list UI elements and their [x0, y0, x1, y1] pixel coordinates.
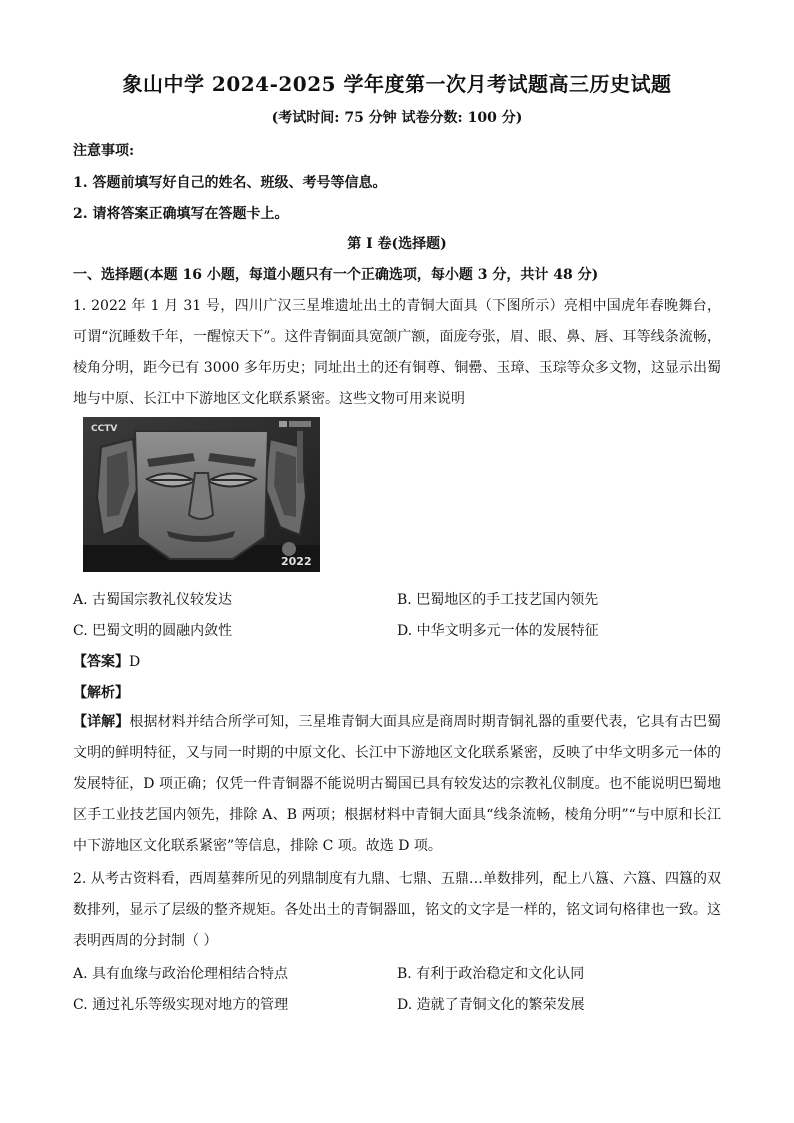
- answer-line: [73, 651, 140, 671]
- part-heading: 一、选择题(本题 16 小题，每道小题只有一个正确选项，每小题 3 分，共计 48 分): [73, 267, 599, 283]
- detail-label: 【详解】: [73, 714, 130, 730]
- bronze-mask-illustration: [83, 417, 320, 572]
- question-2-stem: 2. 从考古资料看，西周墓葬所见的列鼎制度有九鼎、七鼎、五鼎…单数排列，配上八簋、六簋、四簋的双数排列，显示了层级的整齐规矩。各处出土的青铜器皿，铭文的文字是一样的，铭文词句格律也一致。这表明西周的分封制（ ）: [73, 871, 721, 949]
- notice-item-1: 1. 答题前填写好自己的姓名、班级、考号等信息。: [73, 175, 387, 191]
- year-watermark: 2022: [281, 555, 312, 568]
- notice-heading: 注意事项:: [73, 143, 135, 159]
- question-2-option-b: B. 有利于政治稳定和文化认同: [397, 966, 585, 982]
- cctv-logo: CCTV: [91, 424, 118, 434]
- question-2-option-d: D. 造就了青铜文化的繁荣发展: [397, 997, 585, 1013]
- exam-title: 象山中学 2024-2025 学年度第一次月考试题高三历史试题: [122, 72, 672, 96]
- question-1-option-c: C. 巴蜀文明的圆融内敛性: [73, 623, 233, 639]
- bronze-mask-image: [83, 417, 320, 572]
- question-2-option-c: C. 通过礼乐等级实现对地方的管理: [73, 997, 289, 1013]
- answer-label: 【答案】: [73, 654, 129, 670]
- question-1-option-a: A. 古蜀国宗教礼仪较发达: [73, 592, 233, 608]
- analysis-label: 【解析】: [73, 685, 129, 701]
- question-1-option-d: D. 中华文明多元一体的发展特征: [397, 623, 599, 639]
- question-1-detail: [73, 707, 721, 862]
- question-1-option-b: B. 巴蜀地区的手工技艺国内领先: [397, 592, 599, 608]
- analysis-line: [73, 682, 129, 702]
- detail-text: 根据材料并结合所学可知，三星堆青铜大面具应是商周时期青铜礼器的重要代表，它具有古巴蜀文明的鲜明特征，又与同一时期的中原文化、长江中下游地区文化联系紧密，反映了中华文明多元一体的发展特征，D 项正确；仅凭一件青铜器不能说明古蜀国已具有较发达的宗教礼仪制度。也不能说明巴蜀地区手工业技艺国内领先，排除 A、B 两项；根据材料中青铜大面具“线条流畅，棱角分明”“与中原和长江中下游地区文化联系紧密”等信息，排除 C 项。故选 D 项。: [73, 714, 722, 854]
- notice-item-2: 2. 请将答案正确填写在答题卡上。: [73, 206, 289, 222]
- exam-subtitle: (考试时间: 75 分钟 试卷分数: 100 分): [271, 110, 523, 126]
- question-1-stem: 1. 2022 年 1 月 31 号，四川广汉三星堆遗址出土的青铜大面具（下图所示）亮相中国虎年春晚舞台，可谓“沉睡数千年，一醒惊天下”。这件青铜面具宽颌广额，面庞夸张，眉、眼、鼻、唇、耳等线条流畅，棱角分明，距今已有 3000 多年历史；同址出土的还有铜尊、铜罍、玉璋、玉琮等众多文物，这显示出蜀地与中原、长江中下游地区文化联系紧密。这些文物可用来说明: [73, 298, 721, 407]
- section-title: 第 I 卷(选择题): [347, 236, 447, 252]
- question-2-option-a: A. 具有血缘与政治伦理相结合特点: [73, 966, 289, 982]
- answer-value: D: [129, 654, 141, 670]
